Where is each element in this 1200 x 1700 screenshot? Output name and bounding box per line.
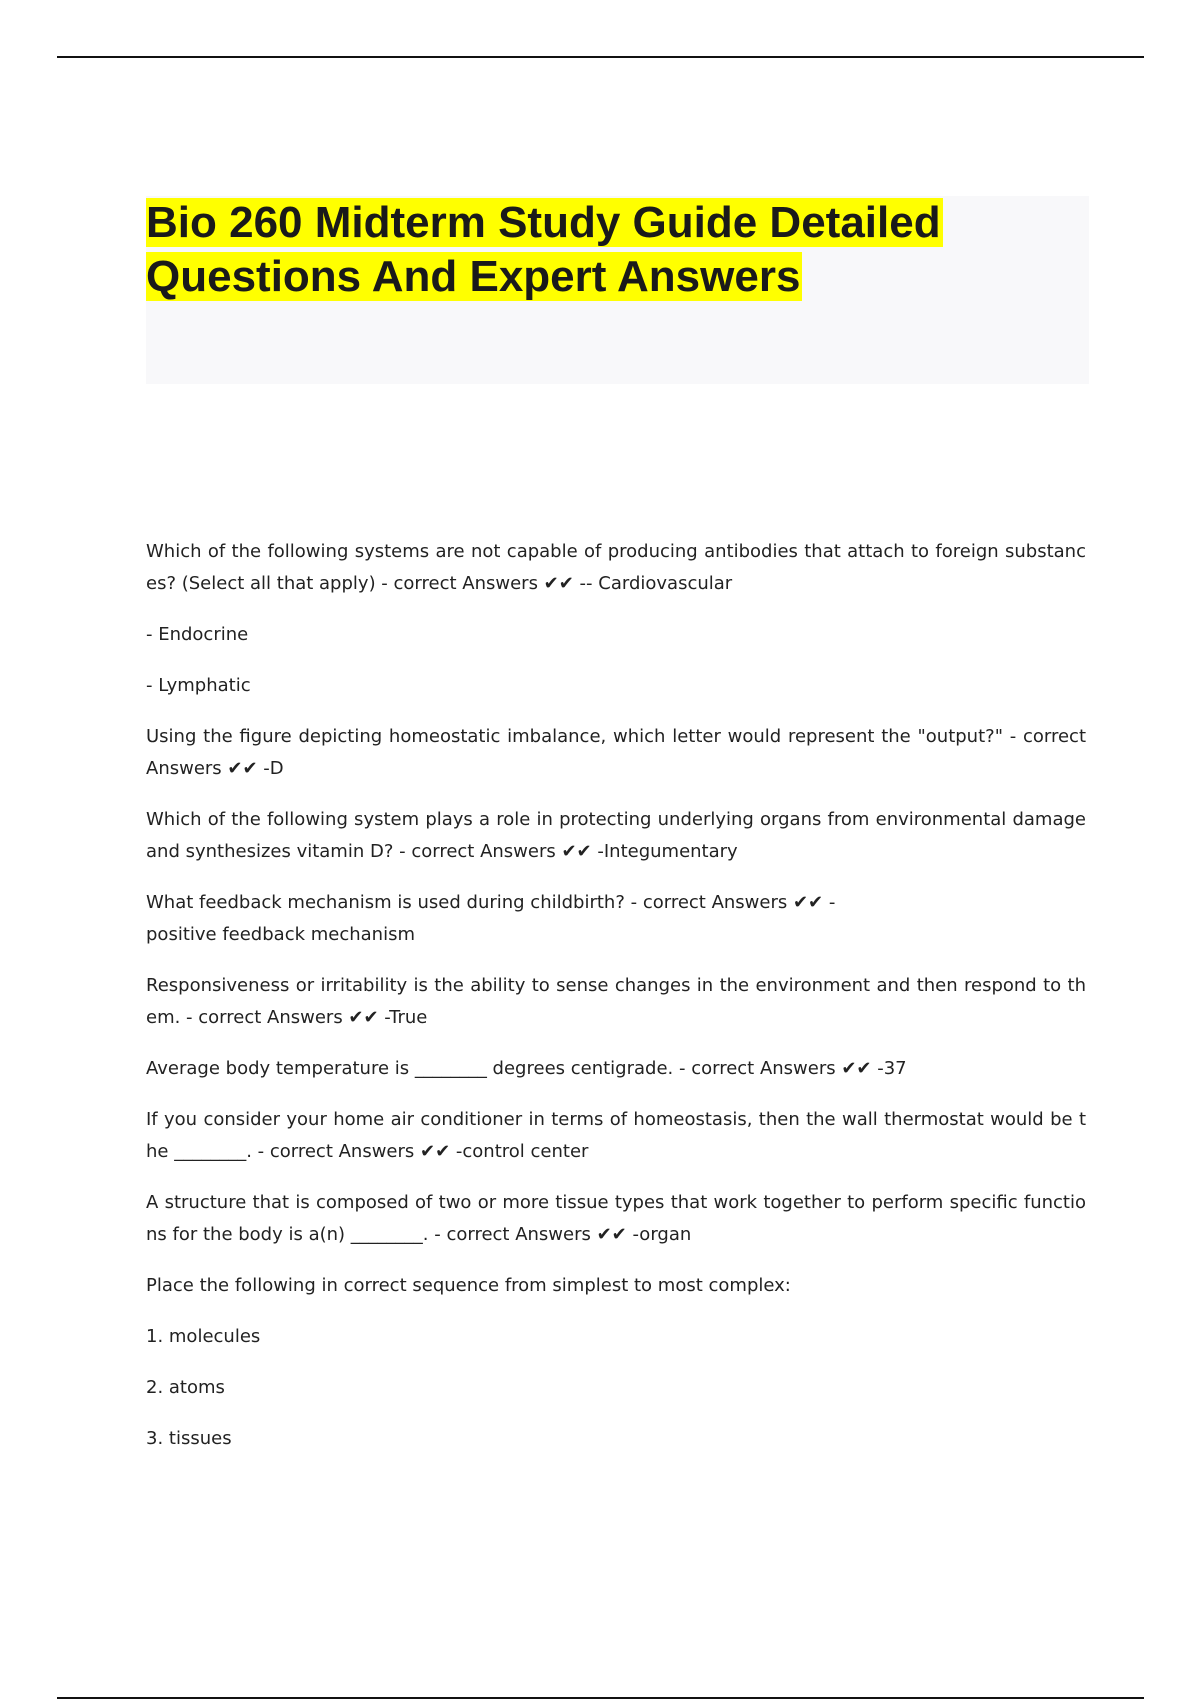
question-responsiveness: Responsiveness or irritability is the ability to sense changes in the environment and then respond to them. - correct Answers ✔✔ -True (146, 975, 1086, 1028)
question-thermostat: If you consider your home air conditioner in terms of homeostasis, then the wall thermostat would be the ________. - correct Answers ✔✔ -control center (146, 1109, 1086, 1162)
question-integumentary: Which of the following system plays a role in protecting underlying organs from environmental damage and synthesizes vitamin D? - correct Answers ✔✔ -Integumentary (146, 809, 1086, 862)
answer-lymphatic: - Lymphatic (146, 675, 251, 696)
question-antibodies: Which of the following systems are not capable of producing antibodies that attach to foreign substances? (Select all that apply) - correct Answers ✔✔ -- Cardiovascular (146, 541, 1086, 594)
header-rule (57, 56, 1144, 58)
list-item: 3. tissues (146, 1428, 232, 1449)
title-highlight: Bio 260 Midterm Study Guide Detailed Questions And Expert Answers (146, 198, 941, 301)
document-body (146, 536, 1086, 1474)
list-item: 2. atoms (146, 1377, 225, 1398)
question-organ: A structure that is composed of two or more tissue types that work together to perform specific functions for the body is a(n) ________. - correct Answers ✔✔ -organ (146, 1192, 1086, 1245)
list-item: 1. molecules (146, 1326, 261, 1347)
question-homeostatic-output: Using the figure depicting homeostatic imbalance, which letter would represent the "output?" - correct Answers ✔✔ -D (146, 726, 1086, 779)
question-childbirth-feedback: What feedback mechanism is used during childbirth? - correct Answers ✔✔ - positive feedback mechanism (146, 892, 836, 945)
footer-rule (57, 1697, 1144, 1699)
question-sequence: Place the following in correct sequence from simplest to most complex: (146, 1275, 791, 1296)
question-body-temperature: Average body temperature is ________ degrees centigrade. - correct Answers ✔✔ -37 (146, 1058, 907, 1079)
answer-endocrine: - Endocrine (146, 624, 249, 645)
document-title (146, 196, 1089, 304)
title-block (146, 196, 1089, 384)
